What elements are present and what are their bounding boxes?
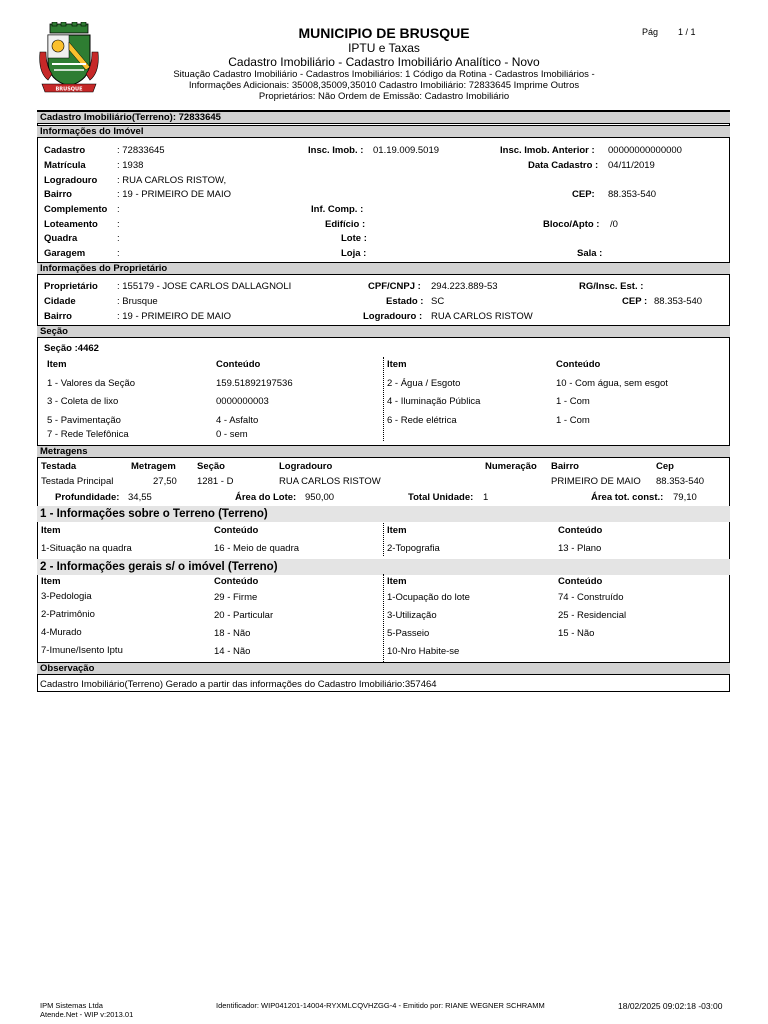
matricula-value: : 1938 xyxy=(117,160,144,171)
section-metragens-header: Metragens xyxy=(37,445,730,458)
total-unidade-label: Total Unidade: xyxy=(408,492,474,503)
list-item: 3-Pedologia xyxy=(41,591,92,602)
complemento-value: : xyxy=(117,204,120,215)
footer-version: Atende.Net - WIP v:2013.01 xyxy=(40,1010,134,1019)
data-cadastro-value: 04/11/2019 xyxy=(608,160,655,171)
estado-value: SC xyxy=(431,296,445,307)
gerais-item-header-right: Item xyxy=(387,576,407,587)
report-filter-line-1: Situação Cadastro Imobiliário - Cadastros Imobiliários: 1 Código da Rotina - Cadastros Imobiliários - xyxy=(173,69,595,80)
secao-conteudo-header-left: Conteúdo xyxy=(216,359,261,370)
secao-item-header-right: Item xyxy=(387,359,407,370)
page-number: 1 / 1 xyxy=(678,27,696,37)
proprietario-label: Proprietário xyxy=(44,281,98,292)
area-lote-value: 950,00 xyxy=(305,492,335,503)
quadra-value: : xyxy=(117,233,120,244)
footer-identifier: Identificador: WIP041201-14004-RYXMLCQVHZGG-4 - Emitido por: RIANE WEGNER SCHRAMM xyxy=(216,1001,545,1010)
area-const-value: 79,10 xyxy=(673,492,697,503)
report-filter-line-2: Informações Adicionais: 35008,35009,35010 Cadastro Imobiliário: 72833645 Imprime Outros xyxy=(188,80,580,91)
loteamento-label: Loteamento xyxy=(44,219,98,230)
gerais-column-divider xyxy=(383,574,384,662)
list-item-value: 20 - Particular xyxy=(214,610,274,621)
list-item: 7-Imune/Isento Iptu xyxy=(41,645,123,656)
table-row-metragem: 27,50 xyxy=(153,476,177,487)
lote-label: Lote : xyxy=(341,233,367,244)
list-item: 1 - Valores da Seção xyxy=(47,378,136,389)
cidade-label: Cidade xyxy=(44,296,76,307)
list-item: 3 - Coleta de lixo xyxy=(47,396,119,407)
edificio-label: Edifício : xyxy=(325,219,366,230)
insc-imob-value: 01.19.009.5019 xyxy=(373,145,440,156)
area-lote-label: Área do Lote: xyxy=(235,492,297,503)
proprietario-value: : 155179 - JOSE CARLOS DALLAGNOLI xyxy=(117,281,292,292)
secao-conteudo-header-right: Conteúdo xyxy=(556,359,601,370)
footer-company: IPM Sistemas Ltda xyxy=(40,1001,103,1010)
list-item: 5 - Pavimentação xyxy=(47,415,121,426)
list-item: 2-Patrimônio xyxy=(41,609,95,620)
page-label: Pág xyxy=(642,27,659,37)
cep-prop-label: CEP : xyxy=(622,296,648,307)
metragens-col-bairro: Bairro xyxy=(551,461,579,472)
table-row-secao: 1281 - D xyxy=(197,476,234,487)
list-item-value: 1 - Com xyxy=(556,415,590,426)
terreno-conteudo-header-right: Conteúdo xyxy=(558,525,603,536)
list-item-value: 16 - Meio de quadra xyxy=(214,543,300,554)
insc-anterior-label: Insc. Imob. Anterior : xyxy=(500,145,595,156)
terreno-item-header-left: Item xyxy=(41,525,61,536)
cep-prop-value: 88.353-540 xyxy=(654,296,703,307)
bloco-apto-value: /0 xyxy=(610,219,618,230)
cpf-label: CPF/CNPJ : xyxy=(368,281,421,292)
list-item: 5-Passeio xyxy=(387,628,430,639)
record-title-bar: Cadastro Imobiliário(Terreno): 72833645 xyxy=(37,111,730,124)
list-item: 2 - Água / Esgoto xyxy=(387,378,461,389)
bloco-apto-label: Bloco/Apto : xyxy=(543,219,600,230)
table-row-testada: Testada Principal xyxy=(41,476,114,487)
table-row-logradouro: RUA CARLOS RISTOW xyxy=(279,476,381,487)
footer-datetime: 18/02/2025 09:02:18 -03:00 xyxy=(618,1001,723,1011)
metragens-col-secao: Seção xyxy=(197,461,225,472)
insc-anterior-value: 00000000000000 xyxy=(608,145,682,156)
secao-number: Seção :4462 xyxy=(44,343,99,354)
terreno-column-divider xyxy=(383,523,384,556)
list-item: 3-Utilização xyxy=(387,610,437,621)
garagem-label: Garagem xyxy=(44,248,86,259)
section-proprietario-header: Informações do Proprietário xyxy=(37,262,730,275)
profundidade-label: Profundidade: xyxy=(55,492,120,503)
list-item: 10-Nro Habite-se xyxy=(387,646,460,657)
list-item: 1-Situação na quadra xyxy=(41,543,132,554)
cep-imovel-value: 88.353-540 xyxy=(608,189,657,200)
secao-item-header-left: Item xyxy=(47,359,67,370)
list-item-value: 29 - Firme xyxy=(214,592,258,603)
insc-imob-label: Insc. Imob. : xyxy=(308,145,364,156)
page-subtitle: IPTU e Taxas xyxy=(348,41,420,55)
list-item: 4-Murado xyxy=(41,627,82,638)
table-row-cep: 88.353-540 xyxy=(656,476,705,487)
metragens-col-cep: Cep xyxy=(656,461,674,472)
report-name: Cadastro Imobiliário - Cadastro Imobiliário Analítico - Novo xyxy=(228,55,540,69)
metragens-col-logradouro: Logradouro xyxy=(279,461,333,472)
complemento-label: Complemento xyxy=(44,204,108,215)
logradouro-prop-value: RUA CARLOS RISTOW xyxy=(431,311,533,322)
metragens-col-numeracao: Numeração xyxy=(485,461,537,472)
quadra-label: Quadra xyxy=(44,233,78,244)
list-item-value: 14 - Não xyxy=(214,646,251,657)
cadastro-label: Cadastro xyxy=(44,145,86,156)
gerais-item-header-left: Item xyxy=(41,576,61,587)
loja-label: Loja : xyxy=(341,248,367,259)
gerais-conteudo-header-left: Conteúdo xyxy=(214,576,259,587)
logradouro-prop-label: Logradouro : xyxy=(363,311,423,322)
list-item: 6 - Rede elétrica xyxy=(387,415,457,426)
section-gerais-header: 2 - Informações gerais s/ o imóvel (Terreno) xyxy=(37,559,730,575)
profundidade-value: 34,55 xyxy=(128,492,152,503)
estado-label: Estado : xyxy=(386,296,424,307)
gerais-conteudo-header-right: Conteúdo xyxy=(558,576,603,587)
list-item: 1-Ocupação do lote xyxy=(387,592,470,603)
logradouro-label: Logradouro xyxy=(44,175,98,186)
cidade-value: : Brusque xyxy=(117,296,158,307)
list-item-value: 0 - sem xyxy=(216,429,248,440)
total-unidade-value: 1 xyxy=(483,492,489,503)
list-item-value: 4 - Asfalto xyxy=(216,415,259,426)
garagem-value: : xyxy=(117,248,120,259)
terreno-item-header-right: Item xyxy=(387,525,407,536)
list-item-value: 159.51892197536 xyxy=(216,378,293,389)
logradouro-value: : RUA CARLOS RISTOW, xyxy=(117,175,227,186)
bairro-label: Bairro xyxy=(44,189,72,200)
inf-comp-label: Inf. Comp. : xyxy=(311,204,364,215)
list-item-value: 18 - Não xyxy=(214,628,251,639)
rg-label: RG/Insc. Est. : xyxy=(579,281,644,292)
section-observacao-header: Observação xyxy=(37,662,730,675)
metragens-col-testada: Testada xyxy=(41,461,77,472)
section-imovel-header: Informações do Imóvel xyxy=(37,125,730,138)
report-filter-line-3: Proprietários: Não Ordem de Emissão: Cadastro Imobiliário xyxy=(258,91,510,102)
secao-column-divider xyxy=(383,357,384,441)
data-cadastro-label: Data Cadastro : xyxy=(528,160,599,171)
list-item-value: 0000000003 xyxy=(216,396,269,407)
observacao-text: Cadastro Imobiliário(Terreno) Gerado a partir das informações do Cadastro Imobiliário:357464 xyxy=(40,679,437,690)
list-item: 2-Topografia xyxy=(387,543,440,554)
matricula-label: Matrícula xyxy=(44,160,86,171)
cep-imovel-label: CEP: xyxy=(572,189,595,200)
page-title: MUNICIPIO DE BRUSQUE xyxy=(298,25,470,41)
list-item-value: 13 - Plano xyxy=(558,543,602,554)
bairro-prop-value: : 19 - PRIMEIRO DE MAIO xyxy=(117,311,232,322)
cpf-value: 294.223.889-53 xyxy=(431,281,498,292)
list-item-value: 10 - Com água, sem esgot xyxy=(556,378,668,389)
section-terreno-header: 1 - Informações sobre o Terreno (Terreno) xyxy=(37,506,730,522)
loteamento-value: : xyxy=(117,219,120,230)
area-const-label: Área tot. const.: xyxy=(591,492,664,503)
cadastro-value: : 72833645 xyxy=(117,145,165,156)
list-item-value: 15 - Não xyxy=(558,628,595,639)
list-item-value: 1 - Com xyxy=(556,396,590,407)
sala-label: Sala : xyxy=(577,248,603,259)
logo-ribbon-text: BRUSQUE xyxy=(55,86,83,93)
metragens-col-metragem: Metragem xyxy=(131,461,176,472)
list-item: 7 - Rede Telefônica xyxy=(47,429,129,440)
list-item: 4 - Iluminação Pública xyxy=(387,396,481,407)
bairro-value: : 19 - PRIMEIRO DE MAIO xyxy=(117,189,232,200)
list-item-value: 25 - Residencial xyxy=(558,610,627,621)
terreno-conteudo-header-left: Conteúdo xyxy=(214,525,259,536)
list-item-value: 74 - Construído xyxy=(558,592,624,603)
bairro-prop-label: Bairro xyxy=(44,311,72,322)
table-row-bairro: PRIMEIRO DE MAIO xyxy=(551,476,641,487)
section-secao-header: Seção xyxy=(37,325,730,338)
